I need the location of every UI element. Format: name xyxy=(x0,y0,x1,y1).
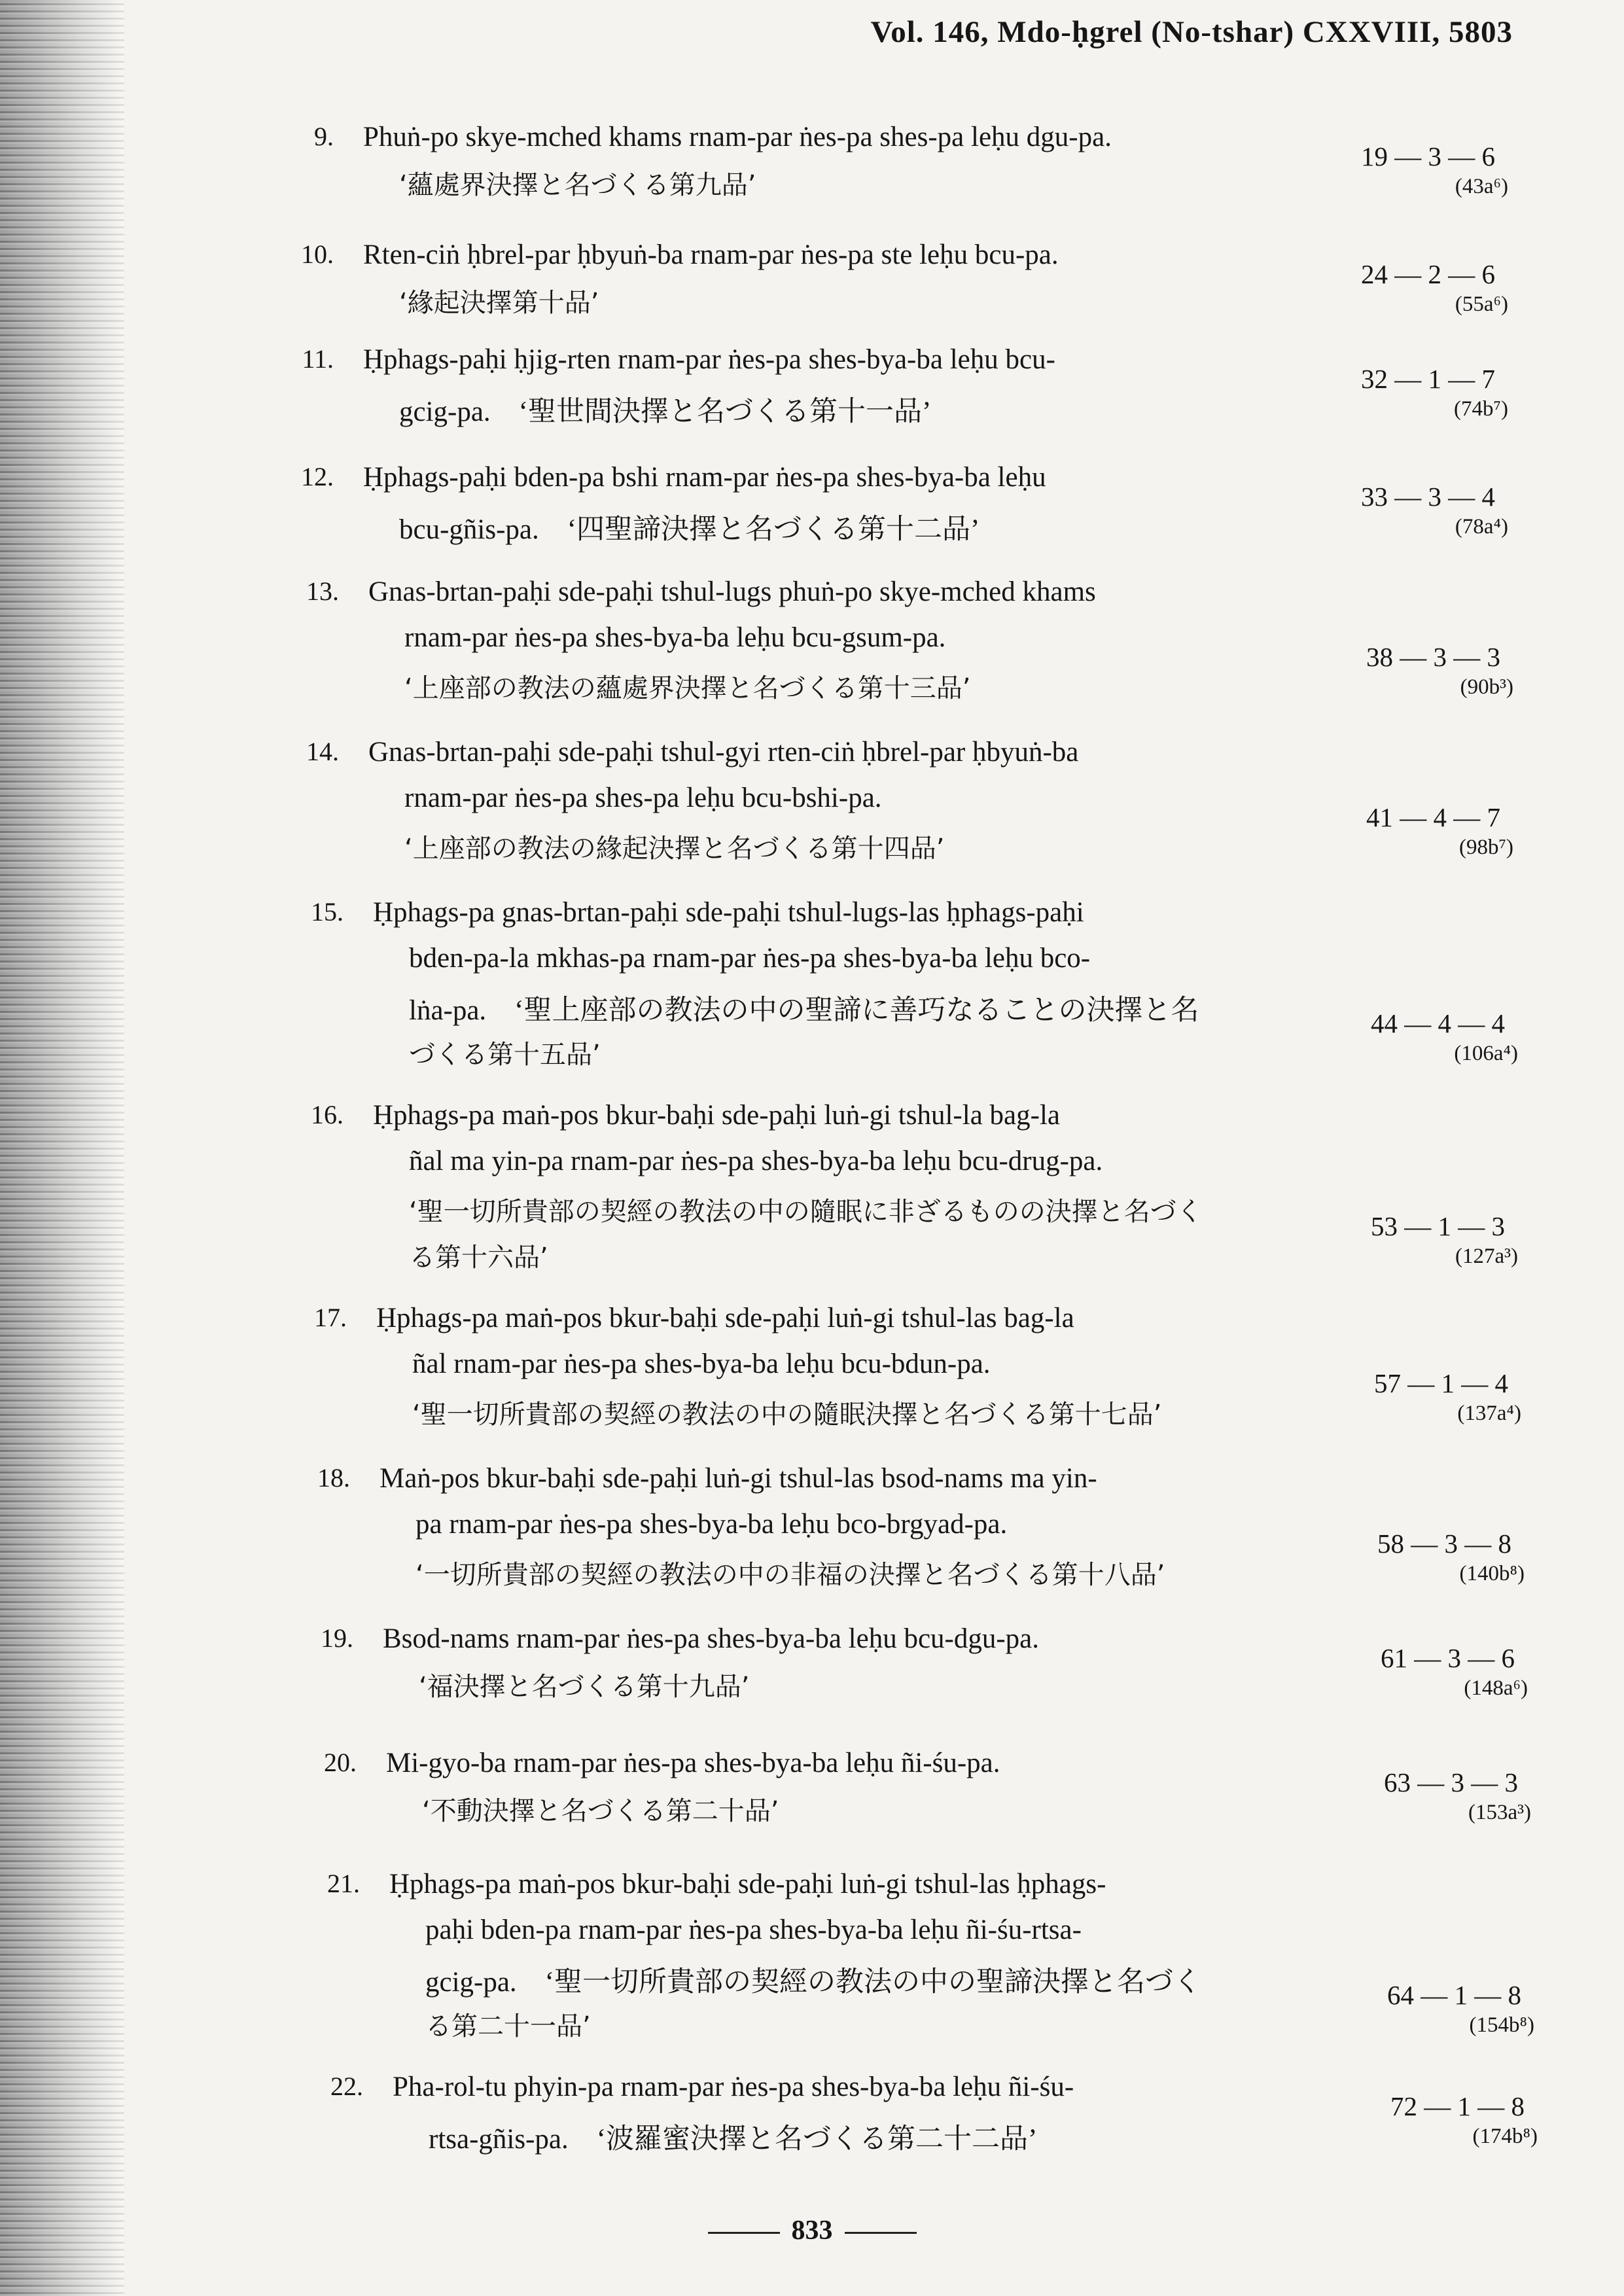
entry-page-reference: 57 — 1 — 4 xyxy=(1374,1368,1508,1398)
entry-page-reference: 58 — 3 — 8 xyxy=(1377,1528,1511,1559)
entry-tibetan-title-line: gcig-pa. ‘聖一切所貴部の契經の教法の中の聖諦決擇と名づく xyxy=(425,1967,1202,1998)
entry-japanese-title: ‘聖一切所貴部の契經の教法の中の隨眠決擇と名づくる第十七品’ xyxy=(412,1400,1162,1430)
entry-japanese-title: ‘上座部の教法の緣起決擇と名づくる第十四品’ xyxy=(404,834,945,864)
entry-folio-location: (154b⁸) xyxy=(1469,2013,1534,2037)
entry-tibetan-title-line: rtsa-gñis-pa. ‘波羅蜜決擇と名づくる第二十二品’ xyxy=(429,2124,1038,2155)
entry-page-reference: 64 — 1 — 8 xyxy=(1387,1980,1521,2010)
entry-folio-location: (90b³) xyxy=(1460,675,1513,699)
entry-tibetan-title-line: Rten-ciṅ ḥbrel-par ḥbyuṅ-ba rnam-par ṅes-pa ste leḥu bcu-pa. xyxy=(363,239,1059,270)
entry-folio-location: (137a⁴) xyxy=(1457,1402,1521,1425)
entry-number: 18. xyxy=(317,1463,350,1492)
entry-tibetan-title-line: Maṅ-pos bkur-baḥi sde-paḥi luṅ-gi tshul-las bsod-nams ma yin- xyxy=(380,1463,1097,1494)
entry-tibetan-title-line: Mi-gyo-ba rnam-par ṅes-pa shes-bya-ba leḥu ñi-śu-pa. xyxy=(386,1748,1000,1778)
entry-page-reference: 33 — 3 — 4 xyxy=(1361,482,1495,512)
entry-tibetan-title-line: ñal rnam-par ṅes-pa shes-bya-ba leḥu bcu-bdun-pa. xyxy=(412,1349,991,1379)
entry-folio-location: (78a⁴) xyxy=(1455,515,1508,539)
entry-folio-location: (55a⁶) xyxy=(1455,292,1508,316)
entry-page-reference: 32 — 1 — 7 xyxy=(1361,364,1495,394)
entry-number: 19. xyxy=(321,1623,353,1653)
entry-tibetan-title-line: Ḥphags-paḥi bden-pa bshi rnam-par ṅes-pa shes-bya-ba leḥu xyxy=(363,462,1046,493)
entry-japanese-title: ‘不動決擇と名づくる第二十品’ xyxy=(422,1796,779,1826)
entry-tibetan-title-line: Gnas-brtan-paḥi sde-paḥi tshul-gyi rten-ciṅ ḥbrel-par ḥbyuṅ-ba xyxy=(368,737,1079,768)
entry-number: 21. xyxy=(327,1869,360,1898)
entry-folio-location: (127a³) xyxy=(1455,1245,1518,1268)
entry-tibetan-title-line: Ḥphags-pa gnas-brtan-paḥi sde-paḥi tshul-lugs-las ḥphags-paḥi xyxy=(373,897,1084,928)
entry-folio-location: (148a⁶) xyxy=(1464,1676,1528,1700)
page-number: 833 xyxy=(791,2216,833,2246)
entry-tibetan-title-line: pa rnam-par ṅes-pa shes-bya-ba leḥu bco-brgyad-pa. xyxy=(415,1509,1008,1540)
entry-folio-location: (174b⁸) xyxy=(1472,2125,1538,2148)
entry-tibetan-title-line: ñal ma yin-pa rnam-par ṅes-pa shes-bya-ba leḥu bcu-drug-pa. xyxy=(409,1146,1103,1176)
entry-number: 17. xyxy=(314,1303,347,1332)
footer-dash-left xyxy=(708,2232,780,2234)
entry-japanese-title: ‘福決擇と名づくる第十九品’ xyxy=(419,1672,750,1702)
running-header: Vol. 146, Mdo-ḥgrel (No-tshar) CXXVIII, 5803 xyxy=(870,15,1513,49)
entry-number: 15. xyxy=(311,897,344,927)
entry-page-reference: 38 — 3 — 3 xyxy=(1366,642,1500,672)
entry-page-reference: 24 — 2 — 6 xyxy=(1361,259,1495,289)
entry-tibetan-title-line: rnam-par ṅes-pa shes-pa leḥu bcu-bshi-pa. xyxy=(404,783,882,813)
entry-page-reference: 41 — 4 — 7 xyxy=(1366,802,1500,832)
footer-dash-right xyxy=(845,2232,917,2234)
entry-japanese-title: る第二十一品’ xyxy=(425,2011,591,2041)
entry-tibetan-title-line: Phuṅ-po skye-mched khams rnam-par ṅes-pa shes-pa leḥu dgu-pa. xyxy=(363,122,1112,152)
entry-japanese-title: ‘聖一切所貴部の契經の教法の中の隨眠に非ざるものの決擇と名づく xyxy=(409,1197,1203,1227)
entry-tibetan-title-line: Ḥphags-pa maṅ-pos bkur-baḥi sde-paḥi luṅ-gi tshul-las ḥphags- xyxy=(389,1869,1106,1899)
entry-folio-location: (74b⁷) xyxy=(1454,397,1508,421)
entry-number: 9. xyxy=(314,122,334,151)
entry-page-reference: 61 — 3 — 6 xyxy=(1381,1643,1515,1673)
page-footer xyxy=(0,2215,1624,2246)
entry-tibetan-title-line: paḥi bden-pa rnam-par ṅes-pa shes-bya-ba leḥu ñi-śu-rtsa- xyxy=(425,1915,1082,1945)
entry-number: 16. xyxy=(311,1100,344,1129)
entry-tibetan-title-line: Ḥphags-pa maṅ-pos bkur-baḥi sde-paḥi luṅ-gi tshul-las bag-la xyxy=(376,1303,1074,1333)
entry-page-reference: 53 — 1 — 3 xyxy=(1371,1211,1505,1241)
book-binding-shadow xyxy=(0,0,124,2296)
entry-tibetan-title-line: Ḥphags-pa maṅ-pos bkur-baḥi sde-paḥi luṅ-gi tshul-la bag-la xyxy=(373,1100,1060,1131)
entry-number: 12. xyxy=(301,462,334,491)
entry-japanese-title: ‘蘊處界決擇と名づくる第九品’ xyxy=(399,170,756,200)
entry-japanese-title: づくる第十五品’ xyxy=(409,1040,601,1070)
entry-number: 22. xyxy=(330,2072,363,2101)
entry-number: 20. xyxy=(324,1748,357,1777)
entry-folio-location: (106a⁴) xyxy=(1454,1042,1518,1065)
entry-tibetan-title-line: Bsod-nams rnam-par ṅes-pa shes-bya-ba leḥu bcu-dgu-pa. xyxy=(383,1623,1040,1654)
entry-tibetan-title-line: bcu-gñis-pa. ‘四聖諦決擇と名づくる第十二品’ xyxy=(399,514,980,545)
entry-tibetan-title-line: gcig-pa. ‘聖世間決擇と名づくる第十一品’ xyxy=(399,397,932,427)
entry-tibetan-title-line: Pha-rol-tu phyin-pa rnam-par ṅes-pa shes-bya-ba leḥu ñi-śu- xyxy=(393,2072,1074,2102)
entry-tibetan-title-line: lṅa-pa. ‘聖上座部の教法の中の聖諦に善巧なることの決擇と名 xyxy=(409,995,1199,1026)
entry-japanese-title: る第十六品’ xyxy=(409,1243,548,1273)
entry-page-reference: 63 — 3 — 3 xyxy=(1384,1767,1518,1797)
entry-japanese-title: ‘一切所貴部の契經の教法の中の非福の決擇と名づくる第十八品’ xyxy=(415,1560,1165,1590)
entry-page-reference: 72 — 1 — 8 xyxy=(1390,2091,1525,2121)
entry-folio-location: (98b⁷) xyxy=(1459,836,1513,859)
entry-number: 14. xyxy=(306,737,339,766)
entry-tibetan-title-line: bden-pa-la mkhas-pa rnam-par ṅes-pa shes-bya-ba leḥu bco- xyxy=(409,943,1091,974)
entry-japanese-title: ‘上座部の教法の蘊處界決擇と名づくる第十三品’ xyxy=(404,673,971,703)
entry-folio-location: (43a⁶) xyxy=(1455,175,1508,198)
entry-japanese-title: ‘緣起決擇第十品’ xyxy=(399,288,599,318)
entry-tibetan-title-line: Gnas-brtan-paḥi sde-paḥi tshul-lugs phuṅ-po skye-mched khams xyxy=(368,576,1096,607)
entry-folio-location: (153a³) xyxy=(1468,1801,1531,1824)
entry-page-reference: 44 — 4 — 4 xyxy=(1371,1008,1505,1038)
entry-number: 11. xyxy=(302,344,334,374)
entry-tibetan-title-line: Ḥphags-paḥi ḥjig-rten rnam-par ṅes-pa shes-bya-ba leḥu bcu- xyxy=(363,344,1055,375)
entry-number: 10. xyxy=(301,239,334,269)
entry-tibetan-title-line: rnam-par ṅes-pa shes-bya-ba leḥu bcu-gsum-pa. xyxy=(404,622,946,653)
entry-number: 13. xyxy=(306,576,339,606)
entry-folio-location: (140b⁸) xyxy=(1459,1562,1525,1585)
entry-page-reference: 19 — 3 — 6 xyxy=(1361,141,1495,171)
